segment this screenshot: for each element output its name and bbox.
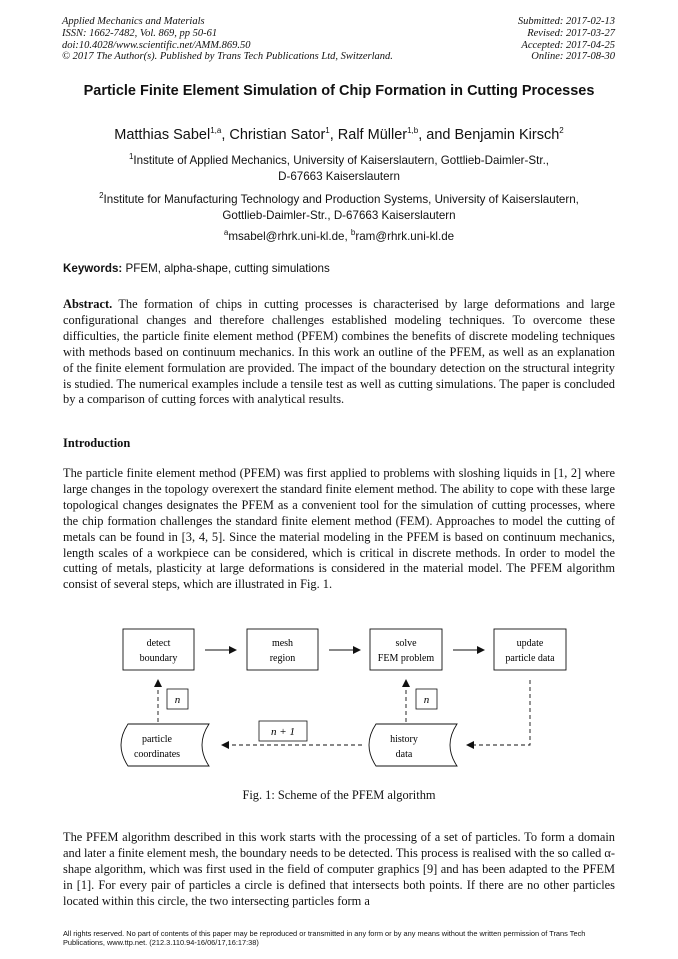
intro-paragraph-1: The particle finite element method (PFEM) was first applied to problems with sloshing liquids in [1, 2] where large changes in the topology overexert the standard finite element method. The ability to cope with these large topological changes designates the PFEM as a convenient tool for the simulation of cutting processes, where the chip formation challenges the standard finite element method (FEM). Approaches to model the cutting of metals can be found in [3, 4, 5]. Since the material modeling in the PFEM is based on continuum mechanics, length scales of a workpiece can be considered, which is critical in discrete methods. In order to model the cutting of metals, plasticity at large deformations is considered in the material model. The PFEM algorithm consist of several steps, which are illustrated in Fig. 1. bbox=[63, 466, 615, 592]
submitted-date: Submitted: 2017-02-13 bbox=[517, 16, 615, 27]
email-sup: a bbox=[223, 228, 229, 238]
box-label: boundary bbox=[139, 653, 178, 664]
box-detect-boundary bbox=[123, 629, 194, 670]
affiliation-2 bbox=[40, 192, 638, 224]
box-label: solve bbox=[395, 638, 417, 649]
store-label: particle bbox=[142, 734, 172, 745]
arrow-update-to-history bbox=[467, 680, 530, 745]
intro-paragraph-2: The PFEM algorithm described in this work starts with the processing of a set of particles. To form a domain and later a finite element mesh, the boundary needs to be detected. This process is realised with the so called α-shape algorithm, which was first used in the field of computer graphics [9] and has been adapted to the PFEM in [1]. For every pair of particles a circle is defined that intersects both points. If there are no other particles located within this circle, the two intersecting particles form a bbox=[63, 830, 615, 908]
box-label: particle data bbox=[505, 653, 555, 664]
journal-name: Applied Mechanics and Materials bbox=[62, 16, 205, 27]
abstract bbox=[63, 297, 615, 408]
copyright-line: © 2017 The Author(s). Published by Trans Tech Publications Ltd, Switzerland. bbox=[62, 51, 393, 63]
label-n-left bbox=[167, 689, 188, 709]
box-label: update bbox=[516, 638, 544, 649]
copyright-footer: All rights reserved. No part of contents of this paper may be reproduced or transmitted in any form or by any means without the written permission of Trans Tech Publications, www.ttp.net. (212.3.110.94-16/06/17,16:17:38) bbox=[63, 929, 586, 947]
store-particle-coordinates bbox=[121, 724, 209, 766]
affiliation-line: Institute of Applied Mechanics, University of Kaiserslautern, Gottlieb-Daimler-Str., bbox=[133, 154, 550, 167]
author-separator: , bbox=[329, 127, 338, 143]
n-label: n bbox=[423, 694, 430, 706]
email-sup: b bbox=[350, 228, 356, 238]
paper-title: Particle Finite Element Simulation of Chip Formation in Cutting Processes bbox=[83, 83, 595, 99]
author-sup: 2 bbox=[559, 126, 564, 136]
box-label: FEM problem bbox=[377, 653, 435, 664]
store-label: coordinates bbox=[133, 749, 181, 760]
affiliation-sup: 1 bbox=[128, 152, 134, 162]
section-heading-introduction: Introduction bbox=[63, 436, 131, 450]
label-n-right bbox=[416, 689, 437, 709]
abstract-text: The formation of chips in cutting processes is characterised by large deformations and large configurational changes and therefore challenges established modeling techniques. To overcome these difficulties, the particle finite element method (PFEM) combines the benefits of discrete modeling techniques with methods based on continuum mechanics. In this work an outline of the PFEM, as well as an explanation of the finite element formulation are provided. The impact of the boundary detection on the structural integrity is studied. The numerical examples include a tensile test as well as cutting simulations. The paper is concluded by a comparison of cutting forces with analytical results. bbox=[63, 297, 615, 407]
author-list bbox=[40, 127, 638, 143]
abstract-label: Abstract. bbox=[63, 297, 113, 311]
box-label: mesh bbox=[271, 638, 294, 649]
box-label: region bbox=[269, 653, 296, 664]
n-plus-1-label: n + 1 bbox=[271, 726, 295, 738]
keywords-label: Keywords: bbox=[63, 262, 123, 275]
store-label: history bbox=[390, 734, 418, 745]
keywords bbox=[63, 262, 330, 275]
box-mesh-region bbox=[247, 629, 318, 670]
email-line: $^a$msabel@rhrk.uni-kl.de, $^b$ram@rhrk.uni-kl.de bbox=[223, 228, 455, 243]
author-sup: 1 bbox=[325, 126, 330, 136]
label-n-plus-1 bbox=[259, 721, 307, 741]
author-name: Ralf Müller bbox=[337, 127, 408, 143]
store-label: data bbox=[395, 749, 413, 760]
author-name: Matthias Sabel bbox=[114, 127, 211, 143]
figure-caption: Fig. 1: Scheme of the PFEM algorithm bbox=[242, 788, 436, 802]
affiliation-sup: 2 bbox=[99, 191, 104, 201]
issn-line: ISSN: 1662-7482, Vol. 869, pp 50-61 bbox=[62, 27, 218, 39]
author-name: Benjamin Kirsch bbox=[454, 127, 560, 143]
affiliation-1 bbox=[40, 153, 638, 185]
dates-header bbox=[518, 16, 615, 63]
box-label: detect bbox=[146, 638, 171, 649]
affiliation-line: Gottlieb-Daimler-Str., D-67663 Kaiserslautern bbox=[222, 209, 456, 222]
author-name: Christian Sator bbox=[229, 127, 326, 143]
accepted-date: Accepted: 2017-04-25 bbox=[521, 39, 615, 51]
box-solve-fem bbox=[370, 629, 442, 670]
doi-line: doi:10.4028/www.scientific.net/AMM.869.50 bbox=[62, 39, 251, 51]
revised-date: Revised: 2017-03-27 bbox=[527, 27, 615, 39]
author-separator: , bbox=[221, 127, 230, 143]
box-update-particle-data bbox=[494, 629, 566, 670]
store-history-data bbox=[369, 724, 457, 766]
pfem-scheme-figure bbox=[0, 620, 678, 785]
keywords-text: PFEM, alpha-shape, cutting simulations bbox=[125, 262, 330, 275]
author-sup: 1,a bbox=[210, 126, 222, 136]
email-address[interactable]: msabel@rhrk.uni-kl.de bbox=[228, 230, 345, 243]
affiliation-line: Institute for Manufacturing Technology and Production Systems, University of Kaiserslautern, bbox=[103, 193, 579, 206]
n-label: n bbox=[174, 694, 181, 706]
affiliation-line: D-67663 Kaiserslautern bbox=[278, 170, 400, 183]
online-date: Online: 2017-08-30 bbox=[531, 51, 615, 63]
author-separator: , and bbox=[418, 127, 455, 143]
author-sup: 1,b bbox=[407, 126, 419, 136]
email-address[interactable]: ram@rhrk.uni-kl.de bbox=[355, 230, 455, 243]
journal-header bbox=[62, 16, 393, 63]
